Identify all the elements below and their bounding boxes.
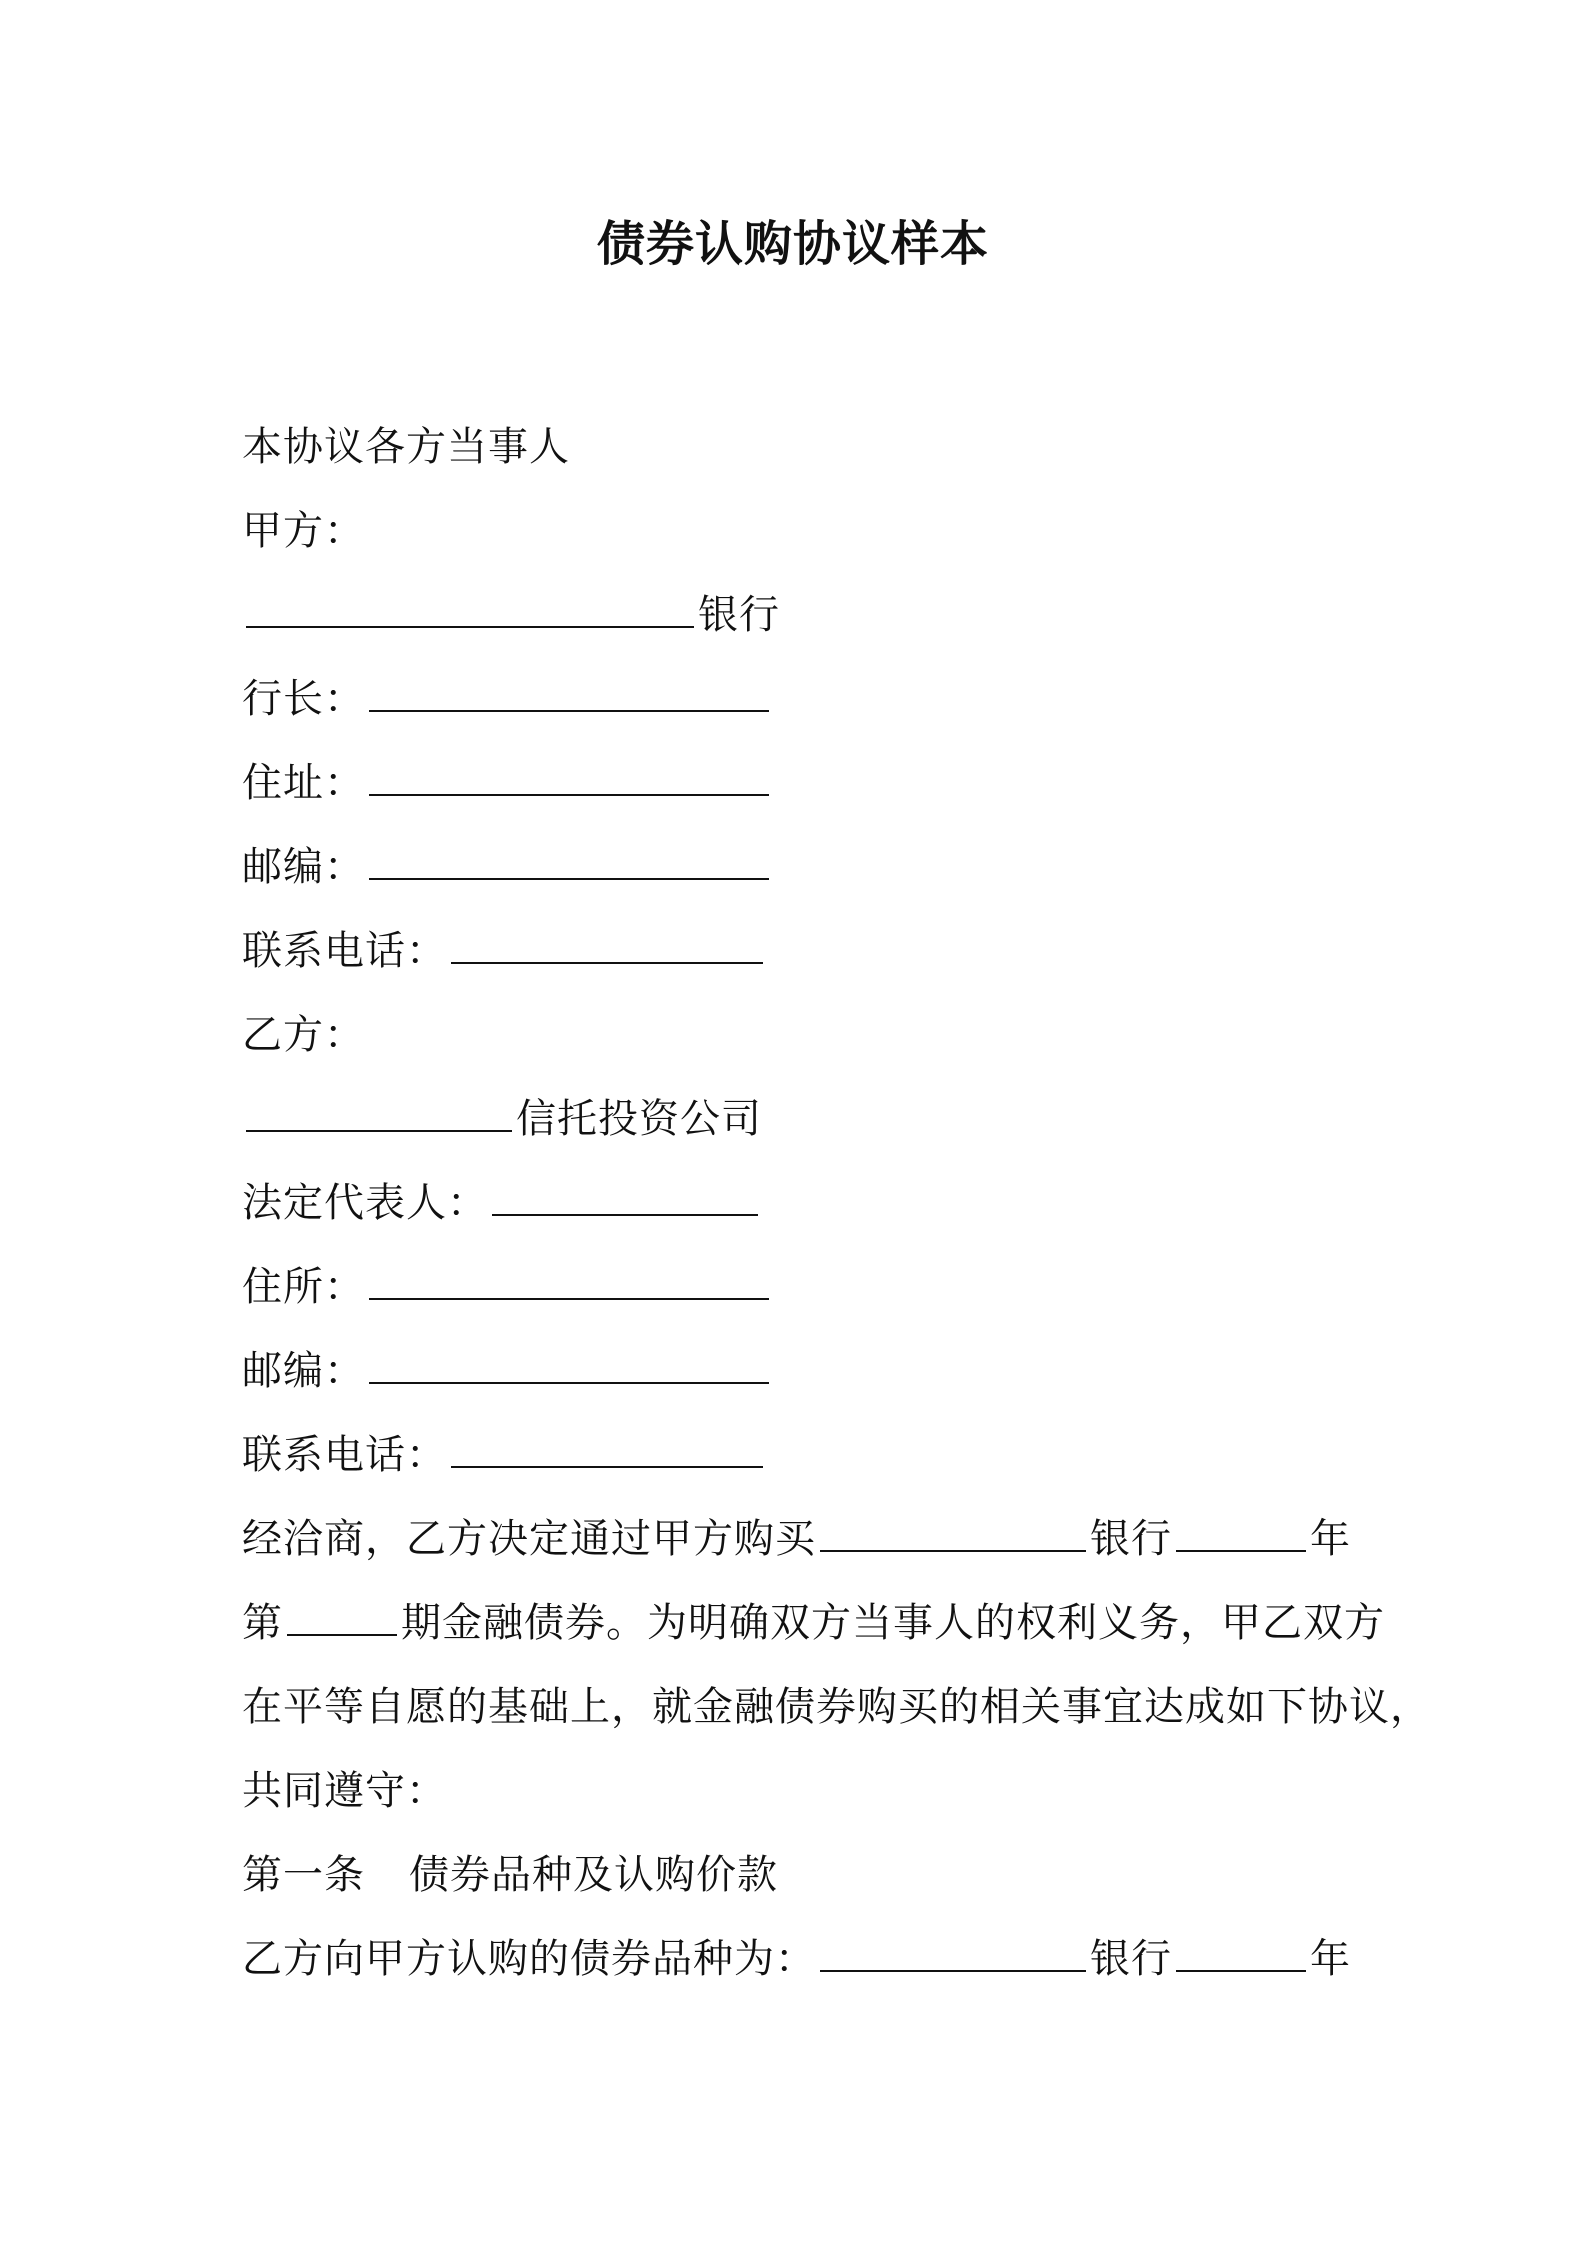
article-1-year-blank	[1176, 1940, 1306, 1972]
party-a-label: 甲方：	[242, 508, 365, 554]
preamble-year-blank	[1176, 1520, 1306, 1552]
party-a-address-line	[242, 741, 1362, 825]
party-b-company-suffix: 信托投资公司	[516, 1096, 762, 1142]
document-title: 债券认购协议样本	[596, 216, 989, 272]
party-b-postcode-blank	[369, 1352, 769, 1384]
preamble-line-2	[242, 1581, 1385, 1665]
party-b-phone-line	[242, 1413, 1362, 1497]
party-b-company-blank	[246, 1100, 512, 1132]
party-a-president-line	[242, 657, 1362, 741]
article-1-line-1-c: 年	[1310, 1936, 1351, 1982]
preamble-line-1-c: 年	[1310, 1516, 1351, 1562]
party-b-phone-blank	[451, 1436, 763, 1468]
article-1-line-1-b: 银行	[1090, 1936, 1172, 1982]
preamble-line-2-a: 第	[242, 1600, 283, 1646]
party-b-legal-rep-line	[242, 1161, 1362, 1245]
preamble-bank-blank	[820, 1520, 1086, 1552]
party-a-postcode-line	[242, 825, 1362, 909]
party-a-president-label: 行长：	[242, 676, 365, 722]
preamble-line-2-b: 期金融债券。为明确双方当事人的权利义务，甲乙双方	[401, 1600, 1385, 1646]
party-b-label: 乙方：	[242, 1012, 365, 1058]
article-1-title: 债券品种及认购价款	[409, 1852, 778, 1898]
party-b-legal-rep-label: 法定代表人：	[242, 1180, 488, 1226]
party-b-postcode-label: 邮编：	[242, 1348, 365, 1394]
preamble-line-4: 共同遵守：	[242, 1768, 447, 1814]
article-1-bank-blank	[820, 1940, 1086, 1972]
preamble-line-3: 在平等自愿的基础上，就金融债券购买的相关事宜达成如下协议，	[242, 1684, 1431, 1730]
article-1-line-1	[242, 1917, 1362, 2001]
party-a-phone-blank	[451, 932, 763, 964]
party-a-postcode-blank	[369, 848, 769, 880]
document-body	[242, 405, 1431, 2001]
party-a-president-blank	[369, 680, 769, 712]
party-a-phone-line	[242, 909, 1362, 993]
party-b-address-line	[242, 1245, 1362, 1329]
party-a-phone-label: 联系电话：	[242, 928, 447, 974]
article-1-heading	[242, 1833, 1362, 1917]
party-a-address-blank	[369, 764, 769, 796]
party-a-postcode-label: 邮编：	[242, 844, 365, 890]
party-b-company-line	[242, 1077, 1362, 1161]
article-1-line-1-a: 乙方向甲方认购的债券品种为：	[242, 1936, 816, 1982]
preamble-line-1-b: 银行	[1090, 1516, 1172, 1562]
preamble-line-1-a: 经洽商，乙方决定通过甲方购买	[242, 1516, 816, 1562]
party-a-address-label: 住址：	[242, 760, 365, 806]
preamble-issue-blank	[287, 1604, 397, 1636]
party-b-legal-rep-blank	[492, 1184, 758, 1216]
party-a-bank-line	[242, 573, 1362, 657]
parties-heading: 本协议各方当事人	[242, 424, 570, 470]
preamble-line-1	[242, 1497, 1362, 1581]
party-b-address-blank	[369, 1268, 769, 1300]
party-b-postcode-line	[242, 1329, 1362, 1413]
party-a-bank-blank	[246, 596, 694, 628]
party-b-address-label: 住所：	[242, 1264, 365, 1310]
party-b-phone-label: 联系电话：	[242, 1432, 447, 1478]
article-1-number: 第一条	[242, 1852, 365, 1898]
party-a-bank-suffix: 银行	[698, 592, 780, 638]
